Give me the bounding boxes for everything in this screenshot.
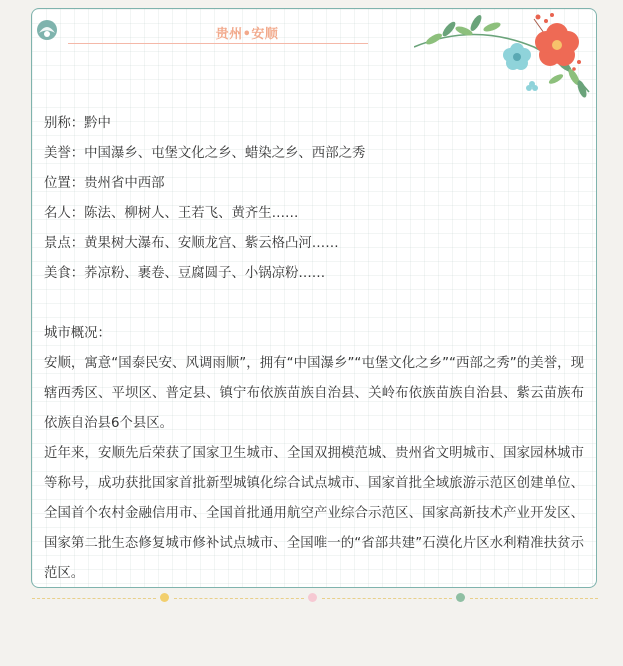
- section-spacer: [44, 289, 584, 319]
- info-label: 位置：: [44, 176, 85, 191]
- content-body: [44, 109, 584, 589]
- info-label: 别称：: [44, 116, 85, 131]
- corner-badge-icon: [36, 19, 58, 41]
- info-line-food: [44, 259, 584, 289]
- dashed-line: [322, 598, 452, 599]
- info-line-reputation: [44, 139, 584, 169]
- info-line-celebrities: [44, 199, 584, 229]
- green-dot-icon: [456, 593, 465, 602]
- pink-dot-icon: [308, 593, 317, 602]
- flower-decoration: [414, 7, 599, 102]
- info-line-attractions: [44, 229, 584, 259]
- info-label: 美食：: [44, 266, 85, 281]
- dashed-line: [32, 598, 156, 599]
- info-value: 陈法、柳树人、王若飞、黄齐生……: [84, 206, 299, 221]
- yellow-dot-icon: [160, 593, 169, 602]
- info-line-alias: [44, 109, 584, 139]
- info-value: 中国瀑乡、屯堡文化之乡、蜡染之乡、西部之秀: [84, 146, 366, 161]
- info-line-location: [44, 169, 584, 199]
- info-label: 美誉：: [44, 146, 85, 161]
- info-value: 黔中: [84, 116, 111, 131]
- info-value: 贵州省中西部: [84, 176, 165, 191]
- overview-paragraph: 安顺，寓意“国泰民安、风调雨顺”，拥有“中国瀑乡”“屯堡文化之乡”“西部之秀”的美誉，现辖西秀区、平坝区、普定县、镇宁布依族苗族自治县、关岭布依族苗族自治县、紫云苗族布依族自治县6个县区。: [44, 356, 584, 431]
- footer-divider: [32, 593, 598, 605]
- page-title: 贵州•安顺: [215, 27, 279, 42]
- info-value: 黄果树大瀑布、安顺龙宫、紫云格凸河……: [84, 236, 339, 251]
- info-label: 名人：: [44, 206, 85, 221]
- info-label: 景点：: [44, 236, 85, 251]
- overview-heading: 城市概况：: [44, 326, 111, 341]
- dashed-line: [470, 598, 598, 599]
- info-value: 荞凉粉、裹卷、豆腐圆子、小锅凉粉……: [84, 266, 326, 281]
- title-underline: [68, 43, 368, 44]
- dashed-line: [174, 598, 304, 599]
- info-card: [31, 8, 597, 588]
- overview-paragraph: 近年来，安顺先后荣获了国家卫生城市、全国双拥模范城、贵州省文明城市、国家园林城市等称号，成功获批国家首批新型城镇化综合试点城市、国家首批全域旅游示范区创建单位、全国首个农村金融信用市、全国首批通用航空产业综合示范区、国家高新技术产业开发区、国家第二批生态修复城市修补试点城市、全国唯一的“省部共建”石漠化片区水利精准扶贫示范区。: [44, 446, 584, 581]
